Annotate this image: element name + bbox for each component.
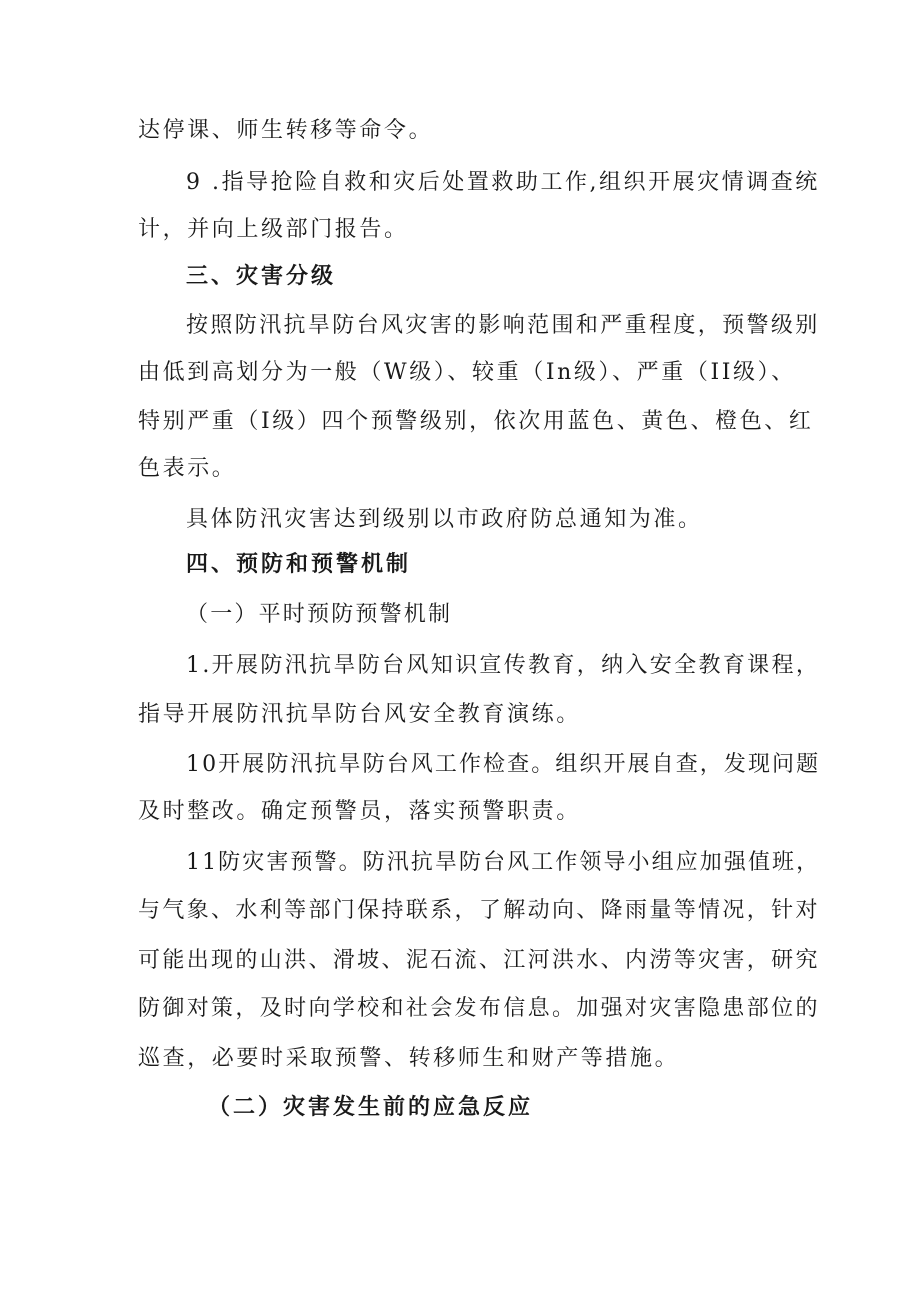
text-line: 可能出现的山洪、滑坡、泥石流、江河洪水、内涝等灾害，研究 xyxy=(138,948,820,973)
section-heading: 四、预防和预警机制 xyxy=(186,552,412,577)
text-line: 计，并向上级部门报告。 xyxy=(138,217,409,242)
text-line: 具体防汛灾害达到级别以市政府防总通知为准。 xyxy=(186,507,703,532)
text-line: 达停课、师生转移等命令。 xyxy=(138,118,434,143)
text-line: 指导开展防汛抗旱防台风安全教育演练。 xyxy=(138,702,581,727)
text-line: 10开展防汛抗旱防台风工作检查。组织开展自查，发现问题 xyxy=(186,752,821,777)
subsection-heading: （二）灾害发生前的应急反应 xyxy=(208,1095,534,1120)
text-line: 色表示。 xyxy=(138,456,237,481)
text-line: 及时整改。确定预警员，落实预警职责。 xyxy=(138,799,581,824)
text-line: 特别严重（I级）四个预警级别，依次用蓝色、黄色、橙色、红 xyxy=(138,409,814,434)
subsection-heading: （一）平时预防预警机制 xyxy=(186,602,453,627)
section-heading: 三、灾害分级 xyxy=(186,264,337,289)
text-line: 由低到高划分为一般（W级）、较重（In级）、严重（II级）、 xyxy=(138,360,796,385)
text-line: 与气象、水利等部门保持联系，了解动向、降雨量等情况，针对 xyxy=(138,898,820,923)
text-line: 防御对策，及时向学校和社会发布信息。加强对灾害隐患部位的 xyxy=(138,996,820,1021)
text-line: 11防灾害预警。防汛抗旱防台风工作领导小组应加强值班， xyxy=(186,850,821,875)
text-line: 9 .指导抢险自救和灾后处置救助工作,组织开展灾情调查统 xyxy=(186,170,820,195)
text-line: 按照防汛抗旱防台风灾害的影响范围和严重程度，预警级别 xyxy=(186,313,820,338)
text-line: 巡查，必要时采取预警、转移师生和财产等措施。 xyxy=(138,1046,680,1071)
text-line: 1.开展防汛抗旱防台风知识宣传教育，纳入安全教育课程， xyxy=(186,653,821,678)
